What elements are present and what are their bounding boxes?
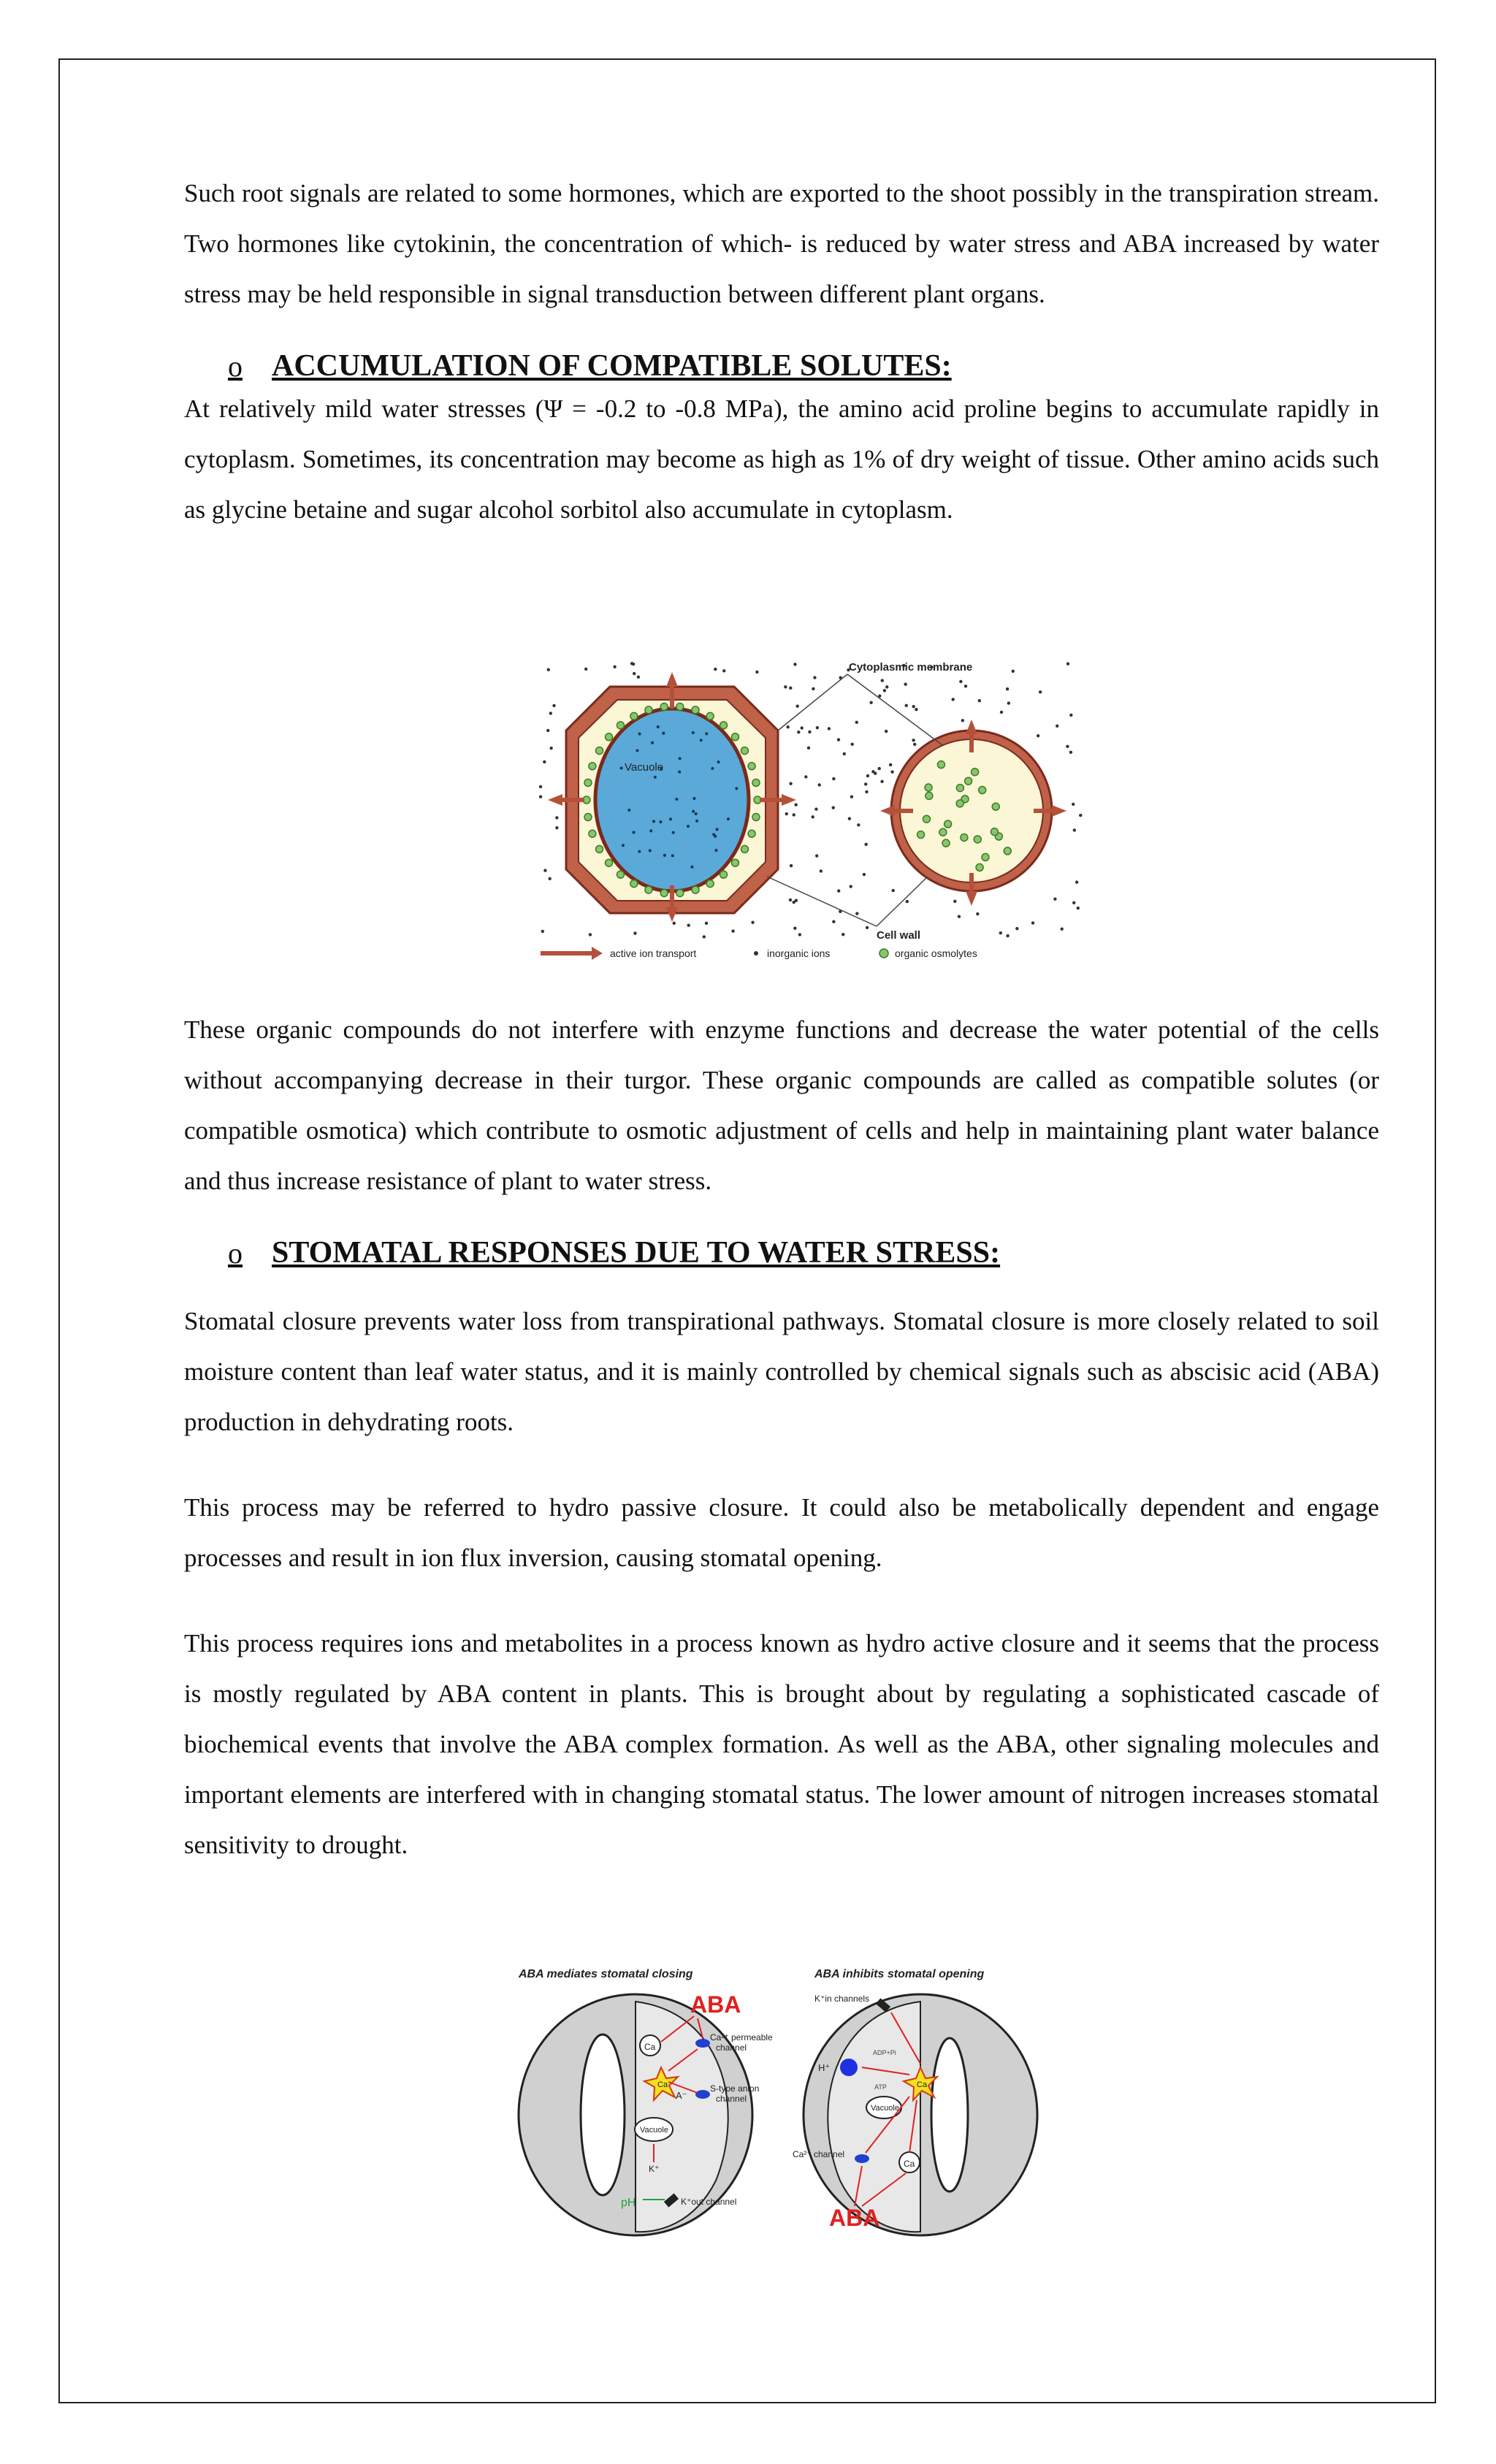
inorganic-ion-dot (549, 712, 552, 714)
inorganic-ion-dot (1006, 687, 1009, 690)
inorganic-ion-dot (793, 813, 795, 816)
inorganic-ion-dot (832, 920, 835, 923)
k-in-label: K⁺in channels (814, 1994, 870, 2004)
organic-osmolyte (939, 828, 947, 836)
organic-osmolyte (965, 777, 972, 785)
inorganic-ion-dot (912, 705, 915, 708)
vacuole-ion-dot (620, 766, 623, 769)
vacuole-ion-dot (700, 739, 703, 741)
vacuole-ion-dot (715, 849, 718, 852)
organic-osmolyte (606, 733, 613, 741)
organic-osmolyte (1004, 847, 1011, 855)
legend-dot-icon (754, 951, 758, 956)
inorganic-ion-dot (865, 790, 868, 793)
inorganic-ion-dot (795, 705, 798, 708)
figure-aba-stomata (511, 1961, 1045, 2246)
vacuole-label: Vacuole (625, 761, 664, 774)
vacuole-ion-dot (627, 809, 630, 812)
organic-osmolyte (982, 853, 989, 861)
inorganic-ion-dot (798, 933, 801, 936)
cytoplasmic-membrane-label: Cytoplasmic membrane (849, 661, 973, 674)
vacuole-ion-dot (651, 741, 654, 744)
inorganic-ion-dot (751, 921, 754, 924)
vacuole-ion-dot (692, 731, 695, 734)
figure-title-left: ABA mediates stomatal closing (519, 1968, 693, 1980)
inorganic-ion-dot (832, 777, 835, 780)
inorganic-ion-dot (541, 930, 544, 933)
ca-permeable-label: Ca²⁺ permeable (710, 2032, 773, 2042)
inorganic-ion-dot (539, 795, 542, 798)
inorganic-ion-dot (976, 912, 979, 915)
inorganic-ion-dot (885, 685, 888, 688)
inorganic-ion-dot (864, 782, 867, 785)
bullet-marker: o (228, 349, 243, 383)
organic-osmolyte (660, 703, 668, 711)
bullet-marker: o (228, 1236, 243, 1270)
inorganic-ion-dot (904, 683, 907, 686)
inorganic-ion-dot (1077, 907, 1080, 909)
inorganic-ion-dot (790, 864, 793, 867)
inorganic-ion-dot (953, 900, 956, 903)
inorganic-ion-dot (633, 931, 636, 934)
organic-osmolyte (720, 722, 728, 729)
inorganic-ion-dot (731, 929, 734, 932)
inorganic-ion-dot (552, 704, 555, 707)
paragraph-hydro-active: This process requires ions and metabolites in a process known as hydro active closure and it seems that the process is mostly regulated by ABA content in plants. This is brought about by regulating a sophisticated cascade of biochemical events that involve the ABA complex formation. As well as the ABA, other signaling molecules and important elements are interfered with in changing stomatal status. The lower amount of nitrogen increases stomatal sensitivity to drought. (184, 1629, 1379, 1859)
organic-osmolyte (956, 785, 963, 792)
aba-label-right: ABA (829, 2205, 880, 2231)
atp-label: ATP (874, 2083, 887, 2091)
inorganic-ion-dot (820, 869, 823, 872)
inorganic-ion-dot (1056, 725, 1058, 728)
inorganic-ion-dot (851, 743, 854, 746)
inorganic-ion-dot (1039, 690, 1042, 693)
organic-osmolyte (692, 706, 699, 714)
vacuole-ion-dot (714, 835, 717, 838)
organic-osmolyte (706, 880, 714, 888)
inorganic-ion-dot (880, 780, 883, 783)
organic-osmolyte (974, 836, 981, 843)
inorganic-ion-dot (785, 812, 788, 815)
inorganic-ion-dot (794, 804, 797, 806)
organic-osmolyte (731, 733, 739, 741)
organic-osmolyte (942, 839, 950, 847)
inorganic-ion-dot (964, 684, 967, 687)
inorganic-ion-dot (1006, 934, 1009, 937)
heading-text: ACCUMULATION OF COMPATIBLE SOLUTES: (272, 349, 952, 383)
organic-osmolyte (976, 863, 983, 871)
organic-osmolyte (589, 830, 596, 837)
vacuole-ion-dot (671, 854, 674, 857)
inorganic-ion-dot (1075, 880, 1078, 883)
inorganic-ion-dot (801, 726, 804, 729)
organic-osmolyte (992, 803, 999, 810)
legend-active-transport: active ion transport (610, 947, 697, 959)
vacuole-ion-dot (649, 849, 652, 852)
vacuole-ion-dot (622, 844, 625, 847)
inorganic-ion-dot (1053, 897, 1056, 900)
organic-osmolyte (606, 859, 613, 866)
organic-osmolyte (596, 845, 603, 853)
vacuole-ion-dot (678, 771, 681, 774)
inorganic-ion-dot (807, 747, 810, 750)
legend-osmolyte-icon (879, 949, 888, 958)
page-content (184, 168, 1379, 535)
inorganic-ion-dot (915, 708, 917, 711)
paragraph-hydro-passive: This process may be referred to hydro passive closure. It could also be metabolically dependent and engage processes and result in ion flux inversion, causing stomatal opening. (184, 1493, 1379, 1572)
inorganic-ion-dot (999, 931, 1002, 934)
inorganic-ion-dot (797, 731, 800, 733)
inorganic-ion-dot (881, 679, 884, 682)
inorganic-ion-dot (549, 877, 552, 880)
inorganic-ion-dot (789, 782, 792, 785)
inorganic-ion-dot (850, 796, 853, 798)
organic-osmolyte (731, 859, 739, 866)
inorganic-ion-dot (1073, 828, 1076, 831)
ca-label-4: Ca (904, 2159, 915, 2169)
aba-label-left: ABA (690, 1991, 741, 2018)
inorganic-ion-dot (637, 676, 640, 679)
inorganic-ion-dot (816, 726, 819, 729)
vacuole-ion-dot (727, 817, 730, 820)
ca-label-2: Ca (657, 2080, 668, 2089)
organic-osmolyte (944, 820, 952, 828)
organic-osmolyte (676, 703, 684, 711)
inorganic-ion-dot (786, 725, 789, 728)
vacuole-ion-dot (705, 732, 708, 735)
paragraph-stomatal-closure: Stomatal closure prevents water loss from transpirational pathways. Stomatal closure is more closely related to soil moisture content than leaf water status, and it is mainly controlled by chemical signals such as abscisic acid (ABA) production in dehydrating roots. (184, 1307, 1379, 1436)
inorganic-ion-dot (1015, 927, 1018, 930)
inorganic-ion-dot (539, 785, 542, 788)
vacuole-ion-dot (662, 732, 665, 735)
inorganic-ion-dot (906, 900, 909, 903)
inorganic-ion-dot (1000, 711, 1003, 714)
inorganic-ion-dot (1069, 751, 1072, 754)
organic-osmolyte (979, 787, 986, 794)
vacuole-ion-dot (652, 820, 655, 823)
adp-label: ADP+Pi (873, 2049, 896, 2056)
figure-compatible-solutes (533, 657, 1103, 964)
inorganic-ion-dot (543, 869, 546, 871)
inorganic-ion-dot (869, 701, 872, 704)
organic-osmolyte (926, 792, 933, 799)
inorganic-ion-dot (913, 743, 916, 746)
vacuole-ion-dot (638, 850, 641, 853)
vacuole-ion-dot (695, 812, 698, 815)
ca-label-3: Ca (917, 2080, 928, 2089)
inorganic-ion-dot (812, 815, 814, 818)
inorganic-ion-dot (890, 770, 893, 773)
heading-stomatal-responses (184, 1235, 1379, 1270)
inorganic-ion-dot (812, 687, 814, 690)
vacuole-label-right: Vacuole (871, 2104, 899, 2113)
inorganic-ion-dot (871, 770, 874, 773)
inorganic-ion-dot (1031, 921, 1034, 924)
inorganic-ion-dot (804, 775, 807, 778)
vacuole-label-left: Vacuole (640, 2126, 668, 2135)
inorganic-ion-dot (912, 739, 915, 741)
anion-channel-label: channel (716, 2094, 747, 2104)
heading-compatible-solutes (184, 348, 1379, 384)
h-plus-label: H⁺ (818, 2062, 831, 2073)
inorganic-ion-dot (961, 719, 964, 722)
organic-osmolyte (692, 886, 699, 893)
inorganic-ion-dot (978, 699, 981, 702)
inorganic-ion-dot (817, 783, 820, 786)
inorganic-ion-dot (905, 704, 908, 707)
inorganic-ion-dot (1072, 803, 1075, 806)
inorganic-ion-dot (885, 730, 888, 733)
inorganic-ion-dot (959, 680, 962, 683)
vacuole-ion-dot (636, 750, 639, 752)
vacuole-ion-dot (692, 810, 695, 813)
paragraph-root-signals: Such root signals are related to some hormones, which are exported to the shoot possibly in the transpiration stream. Two hormones like cytokinin, the concentration of which- is reduced by water stress and ABA increased by water stress may be held responsible in signal transduction between different plant organs. (184, 179, 1379, 308)
inorganic-ion-dot (793, 926, 796, 929)
organic-osmolyte (752, 779, 760, 786)
ph-label: pH (621, 2197, 636, 2209)
organic-osmolyte (584, 814, 592, 821)
inorganic-ion-dot (632, 663, 635, 665)
inorganic-ion-dot (1037, 734, 1039, 737)
inorganic-ion-dot (808, 731, 811, 733)
vacuole-ion-dot (663, 854, 666, 857)
inorganic-ion-dot (555, 826, 558, 829)
ca-channel-label: Ca²⁺ channel (793, 2149, 845, 2159)
inorganic-ion-dot (866, 774, 869, 777)
vacuole-ion-dot (654, 776, 657, 779)
vacuole-ion-dot (692, 797, 695, 800)
organic-osmolyte (961, 834, 968, 841)
anion-channel-icon (695, 2090, 710, 2099)
inorganic-ion-dot (837, 889, 840, 892)
organic-osmolyte (584, 779, 592, 786)
inorganic-ion-dot (705, 922, 708, 925)
inorganic-ion-dot (837, 738, 840, 741)
paragraph-organic-compounds: These organic compounds do not interfere with enzyme functions and decrease the water potential of the cells without accompanying decrease in their turgor. These organic compounds are called as compatible solutes (or compatible osmotica) which contribute to osmotic adjustment of cells and help in maintaining plant water balance and thus increase resistance of plant to water stress. (184, 1015, 1379, 1195)
cell-wall-label: Cell wall (877, 929, 921, 942)
inorganic-ion-dot (555, 816, 558, 819)
inorganic-ion-dot (1079, 814, 1082, 817)
vacuole-ion-dot (695, 820, 698, 823)
vacuole-ion-dot (679, 757, 682, 760)
inorganic-ion-dot (889, 763, 892, 766)
inorganic-ion-dot (755, 671, 758, 674)
inorganic-ion-dot (863, 873, 866, 876)
vacuole-ion-dot (735, 787, 738, 790)
vacuole-ion-dot (669, 817, 672, 820)
inorganic-ion-dot (547, 668, 550, 671)
inorganic-ion-dot (952, 698, 955, 701)
inorganic-ion-dot (1069, 714, 1072, 717)
inorganic-ion-dot (1072, 901, 1075, 904)
organic-osmolyte (972, 768, 979, 776)
inorganic-ion-dot (892, 889, 895, 892)
paragraph-proline: At relatively mild water stresses (Ψ = -0.2 to -0.8 MPa), the amino acid proline begins to accumulate rapidly in cytoplasm. Sometimes, its concentration may become as high as 1% of dry weight of tissue. Other amino acids such as glycine betaine and sugar alcohol sorbitol also accumulate in cytoplasm. (184, 394, 1379, 524)
k-out-label: K⁺out channel (681, 2197, 737, 2207)
inorganic-ion-dot (1066, 662, 1069, 665)
ca-permeable-channel-label: channel (716, 2042, 747, 2053)
inorganic-ion-dot (795, 899, 798, 901)
organic-osmolyte (752, 814, 760, 821)
inorganic-ion-dot (793, 663, 796, 665)
inorganic-ion-dot (843, 752, 846, 755)
figure-legend (541, 947, 977, 960)
inorganic-ion-dot (848, 817, 851, 820)
organic-osmolyte (937, 761, 944, 768)
inorganic-ion-dot (883, 689, 886, 692)
inorganic-ion-dot (687, 923, 690, 926)
figure-title-right: ABA inhibits stomatal opening (814, 1968, 985, 1980)
inorganic-ion-dot (864, 843, 867, 846)
organic-osmolyte (741, 845, 748, 853)
organic-osmolyte (645, 706, 652, 714)
vacuole-ion-dot (687, 825, 690, 828)
legend-organic-osmolytes: organic osmolytes (895, 947, 977, 959)
vacuole-ion-dot (717, 760, 720, 763)
organic-osmolyte (630, 712, 638, 720)
vacuole-ion-dot (672, 831, 675, 834)
organic-osmolyte (617, 871, 624, 878)
inorganic-ion-dot (633, 672, 636, 675)
inorganic-ion-dot (828, 727, 831, 730)
vacuole-ion-dot (690, 866, 693, 869)
inorganic-ion-dot (549, 747, 552, 750)
organic-osmolyte (748, 763, 755, 770)
inorganic-ion-dot (589, 933, 592, 936)
organic-osmolyte (589, 763, 596, 770)
proton-pump-icon (840, 2059, 858, 2076)
vacuole-ion-dot (649, 829, 652, 832)
organic-osmolyte (991, 828, 998, 836)
inorganic-ion-dot (878, 767, 881, 770)
inorganic-ion-dot (546, 729, 549, 732)
vacuole-ion-dot (657, 725, 660, 728)
vacuole-ion-dot (675, 798, 678, 801)
k-plus-label: K⁺ (649, 2164, 660, 2174)
inorganic-ion-dot (832, 806, 835, 809)
inorganic-ion-dot (584, 668, 587, 671)
vacuole-ion-dot (638, 733, 641, 736)
organic-osmolyte (917, 831, 925, 839)
vacuole-ion-dot (633, 831, 636, 834)
ca-label-1: Ca (644, 2042, 656, 2052)
organic-osmolyte (923, 815, 930, 823)
stomatal-pore-left (581, 2034, 625, 2195)
inorganic-ion-dot (673, 922, 676, 925)
inorganic-ion-dot (722, 669, 725, 672)
inorganic-ion-dot (958, 915, 961, 918)
organic-osmolyte (676, 889, 684, 896)
inorganic-ion-dot (543, 760, 546, 763)
vacuole-ion-dot (711, 767, 714, 770)
inorganic-ion-dot (1012, 670, 1015, 673)
inorganic-ion-dot (866, 926, 869, 929)
inorganic-ion-dot (703, 935, 706, 938)
inorganic-ion-dot (613, 665, 616, 668)
inorganic-ion-dot (857, 823, 860, 826)
inorganic-ion-dot (850, 885, 852, 888)
inorganic-ion-dot (814, 808, 817, 811)
organic-osmolyte (660, 889, 668, 896)
legend-inorganic-ions: inorganic ions (767, 947, 831, 959)
legend-arrow-icon (541, 947, 603, 960)
inorganic-ion-dot (813, 676, 816, 679)
organic-osmolyte (645, 886, 652, 893)
organic-osmolyte (630, 880, 638, 888)
vacuole-ion-dot (659, 820, 662, 823)
inorganic-ion-dot (855, 721, 858, 724)
organic-osmolyte (748, 830, 755, 837)
small-cell-cytoplasm (900, 739, 1043, 882)
organic-osmolyte (720, 871, 728, 878)
inorganic-ion-dot (855, 912, 858, 915)
organic-osmolyte (741, 747, 748, 755)
stomatal-pore-right (931, 2038, 968, 2192)
inorganic-ion-dot (1061, 928, 1064, 931)
anion-label: A⁻ (676, 2090, 687, 2101)
inorganic-ion-dot (789, 687, 792, 690)
organic-osmolyte (596, 747, 603, 755)
inorganic-ion-dot (784, 685, 787, 688)
organic-osmolyte (617, 722, 624, 729)
organic-osmolyte (706, 712, 714, 720)
inorganic-ion-dot (1007, 701, 1010, 704)
vacuole-ion-dot (716, 828, 719, 831)
inorganic-ion-dot (789, 899, 792, 901)
s-type-anion-label: S-type anion (710, 2083, 760, 2094)
ca-channel-icon (695, 2039, 710, 2048)
inorganic-ion-dot (815, 854, 818, 857)
page-content-lower (184, 1004, 1379, 1870)
vacuole (595, 709, 749, 891)
heading-text: STOMATAL RESPONSES DUE TO WATER STRESS: (272, 1236, 1001, 1270)
inorganic-ion-dot (1066, 745, 1069, 748)
organic-osmolyte (925, 784, 932, 791)
inorganic-ion-dot (842, 933, 844, 936)
ca-channel-right-icon (855, 2154, 869, 2163)
organic-osmolyte (956, 800, 963, 807)
inorganic-ion-dot (714, 668, 717, 671)
